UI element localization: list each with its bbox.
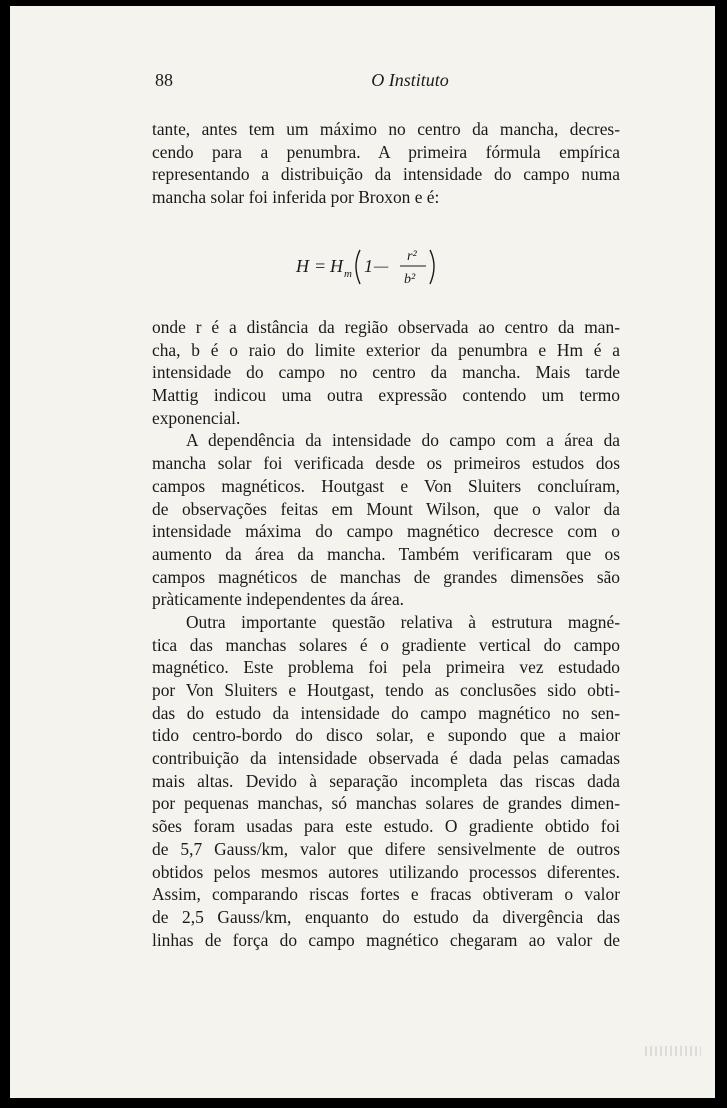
text-line: por pequenas manchas, só manchas solares de grandes dimen- [152, 793, 620, 814]
text-line: pràticamente independentes da área. [152, 589, 405, 610]
text-line: mancha solar foi inferida por Broxon e é: [152, 187, 440, 208]
formula-paren-right [430, 250, 434, 284]
text-line: tica das manchas solares é o gradiente vertical do campo [152, 634, 620, 655]
text-line: exponencial. [152, 407, 241, 428]
body-text [152, 316, 620, 951]
text-line: das do estudo da intensidade do campo magnético no sen- [152, 702, 620, 723]
text-line: linhas de força do campo magnético chegaram ao valor de [152, 929, 620, 950]
text-line: mais altas. Devido à separação incompleta das riscas dada [152, 770, 620, 791]
running-title: O Instituto [371, 70, 449, 90]
formula-equals: = [314, 256, 327, 276]
text-line: de observações feitas em Mount Wilson, que o valor da [152, 498, 620, 519]
text-line: representando a distribuição da intensidade do campo numa [152, 164, 620, 185]
text-line: sões foram usadas para este estudo. O gradiente obtido foi [152, 816, 620, 837]
text-line: de 5,7 Gauss/km, valor que difere sensivelmente de outros [152, 838, 620, 859]
text-line: cha, b é o raio do limite exterior da penumbra e Hm é a [152, 339, 620, 360]
text-line: por Von Sluiters e Houtgast, tendo as conclusões sido obti- [152, 680, 620, 700]
text-line: Assim, comparando riscas fortes e fracas obtiveram o valor [152, 884, 620, 905]
formula-paren-left [356, 250, 360, 284]
broxon-formula [292, 242, 492, 290]
text-line: tante, antes tem um máximo no centro da mancha, decres- [152, 119, 620, 139]
scanned-page [10, 6, 715, 1098]
text-line: campos magnéticos de manchas de grandes dimensões são [152, 566, 620, 587]
text-line: cendo para a penumbra. A primeira fórmula empírica [152, 141, 620, 162]
text-line: Outra importante questão relativa à estrutura magné- [186, 611, 620, 632]
formula-one: 1 [364, 256, 373, 276]
text-line: contribuição da intensidade observada é dada pelas camadas [152, 748, 620, 769]
formula-denominator: b² [404, 272, 416, 287]
formula-minus: — [374, 258, 389, 275]
text-line: aumento da área da mancha. Também verificaram que os [152, 543, 620, 564]
text-line: intensidade do campo no centro da mancha. Mais tarde [152, 362, 620, 383]
formula-coef: H [330, 256, 343, 276]
text-line: mancha solar foi verificada desde os primeiros estudos dos [152, 453, 620, 474]
text-line: intensidade máxima do campo magnético decresce com o [152, 521, 620, 542]
text-line: Mattig indicou uma outra expressão contendo um termo [152, 385, 620, 406]
formula-lhs: H [296, 256, 309, 276]
formula-graphic [292, 242, 492, 290]
text-line: tido centro-bordo do disco solar, e supondo que a maior [152, 725, 620, 746]
formula-numerator: r² [407, 249, 417, 264]
page-header [155, 70, 625, 94]
text-line: magnético. Este problema foi pela primeira vez estudado [152, 657, 620, 678]
text-line: obtidos pelos mesmos autores utilizando processos diferentes. [152, 861, 620, 882]
paragraph-1 [152, 118, 620, 209]
formula-coef-sub: m [344, 268, 352, 280]
page-number: 88 [155, 70, 173, 90]
text-line: A dependência da intensidade do campo com a área da [186, 430, 620, 451]
text-line: onde r é a distância da região observada ao centro da man- [152, 317, 620, 337]
text-line: de 2,5 Gauss/km, enquanto do estudo da divergência das [152, 906, 620, 927]
text-line: campos magnéticos. Houtgast e Von Sluiters concluíram, [152, 475, 620, 496]
scan-artifact [645, 1046, 701, 1056]
